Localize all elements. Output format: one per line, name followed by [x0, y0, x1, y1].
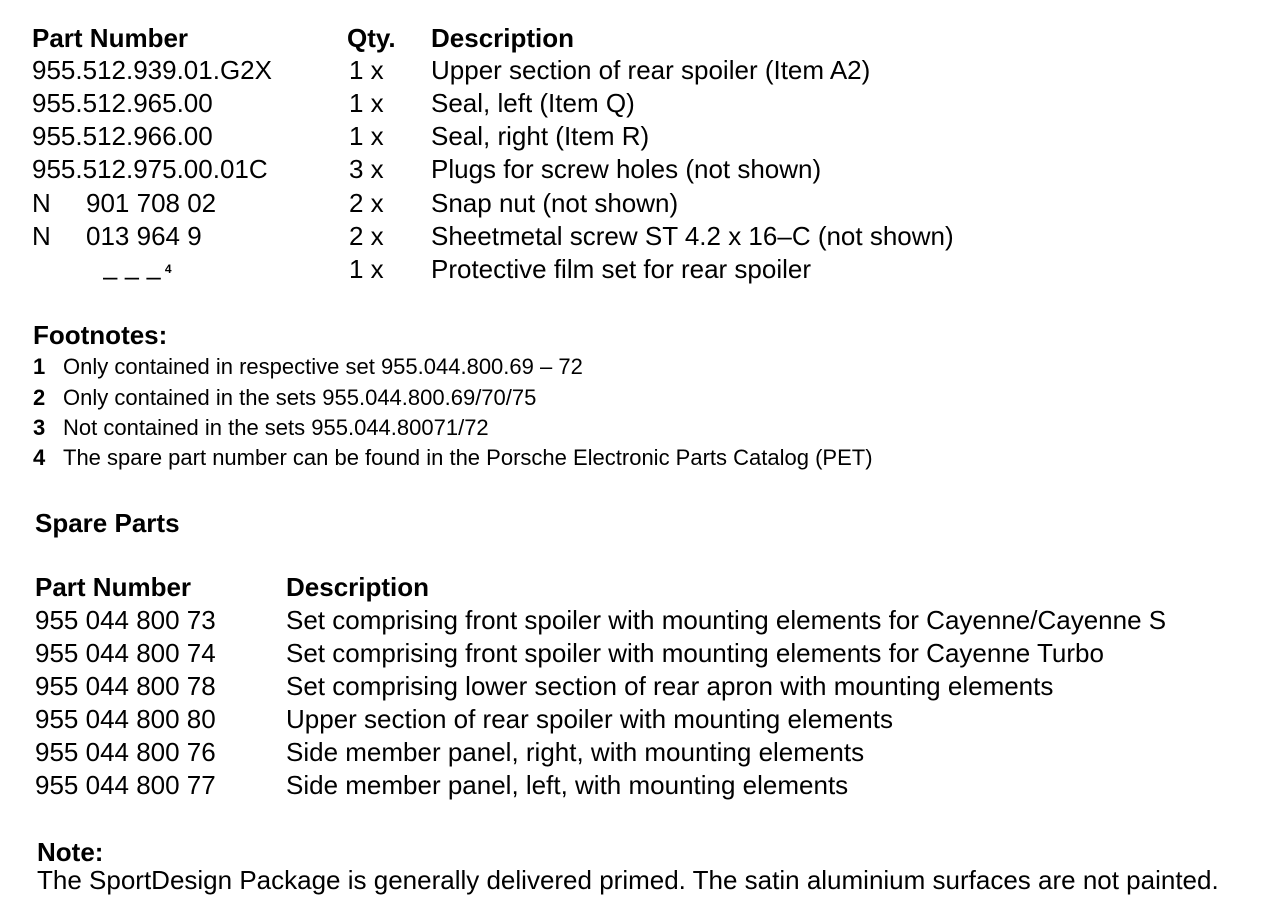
spare-parts-row: [0, 637, 1280, 669]
footnote-number: 2: [33, 385, 46, 410]
footnote-text: Only contained in the sets 955.044.800.69/70/75: [63, 385, 537, 410]
part-number: 955 044 800 76: [35, 737, 216, 767]
qty: 1 x: [349, 121, 384, 151]
spare-parts-header: [0, 571, 1280, 603]
part-number-placeholder: [103, 253, 172, 292]
qty: 2 x: [349, 221, 384, 251]
spare-parts-title: Spare Parts: [35, 508, 180, 538]
qty: 2 x: [349, 188, 384, 218]
description: Set comprising front spoiler with mounting elements for Cayenne/Cayenne S: [286, 605, 1167, 635]
qty: 1 x: [349, 88, 384, 118]
footnote-text: Only contained in respective set 955.044.800.69 – 72: [63, 354, 583, 379]
spare-parts-row: [0, 604, 1280, 636]
parts-table-row: [0, 87, 1280, 119]
qty: 1 x: [349, 55, 384, 85]
description: Seal, left (Item Q): [431, 88, 635, 118]
footnote-number: 1: [33, 354, 46, 379]
parts-table-row: [0, 120, 1280, 152]
part-number: 955 044 800 80: [35, 704, 216, 734]
part-number: 955 044 800 74: [35, 638, 216, 668]
part-number: 901 708 02: [86, 188, 217, 218]
description-header: Description: [431, 23, 575, 53]
part-number: 955.512.975.00.01C: [32, 154, 268, 184]
description: Side member panel, right, with mounting elements: [286, 737, 865, 767]
description: Seal, right (Item R): [431, 121, 650, 151]
description: Upper section of rear spoiler with mounting elements: [286, 704, 893, 734]
part-number: 955.512.966.00: [32, 121, 213, 151]
part-prefix: N: [32, 221, 51, 251]
footnote-number: 4: [33, 445, 46, 470]
part-number: 955 044 800 78: [35, 671, 216, 701]
note-text: The SportDesign Package is generally delivered primed. The satin aluminium surfaces are not painted.: [37, 865, 1219, 895]
spare-parts-row: [0, 736, 1280, 768]
description: Set comprising lower section of rear apron with mounting elements: [286, 671, 1054, 701]
part-number: 955.512.965.00: [32, 88, 213, 118]
part-number: 955 044 800 77: [35, 770, 216, 800]
spare-parts-row: [0, 703, 1280, 735]
description: Plugs for screw holes (not shown): [431, 154, 822, 184]
part-number: 013 964 9: [86, 221, 202, 251]
part-number: – – –: [103, 261, 161, 291]
footnote-text: The spare part number can be found in the Porsche Electronic Parts Catalog (PET): [63, 445, 873, 470]
description: Set comprising front spoiler with mounting elements for Cayenne Turbo: [286, 638, 1104, 668]
description: Upper section of rear spoiler (Item A2): [431, 55, 871, 85]
footnote-text: Not contained in the sets 955.044.80071/72: [63, 415, 489, 440]
parts-table-row: [0, 220, 1280, 252]
part-number-header: Part Number: [32, 23, 189, 53]
parts-table-row: [0, 253, 1280, 291]
parts-table-row: [0, 153, 1280, 185]
part-number: 955.512.939.01.G2X: [32, 55, 272, 85]
footnote-number: 3: [33, 415, 46, 440]
footnotes-title: Footnotes:: [33, 320, 168, 350]
description: Sheetmetal screw ST 4.2 x 16–C (not shown): [431, 221, 954, 251]
qty-header: Qty.: [347, 23, 396, 53]
description: Protective film set for rear spoiler: [431, 254, 812, 284]
parts-table-header: [0, 22, 1280, 54]
part-prefix: N: [32, 188, 51, 218]
qty: 1 x: [349, 254, 384, 284]
spare-parts-row: [0, 769, 1280, 801]
description-header: Description: [286, 572, 430, 602]
qty: 3 x: [349, 154, 384, 184]
description: Snap nut (not shown): [431, 188, 679, 218]
description: Side member panel, left, with mounting elements: [286, 770, 849, 800]
parts-table-row: [0, 54, 1280, 86]
note-title: Note:: [37, 837, 104, 867]
footnote-ref: 4: [164, 262, 172, 276]
part-number-header: Part Number: [35, 572, 192, 602]
parts-table-row: [0, 187, 1280, 219]
part-number: 955 044 800 73: [35, 605, 216, 635]
spare-parts-row: [0, 670, 1280, 702]
